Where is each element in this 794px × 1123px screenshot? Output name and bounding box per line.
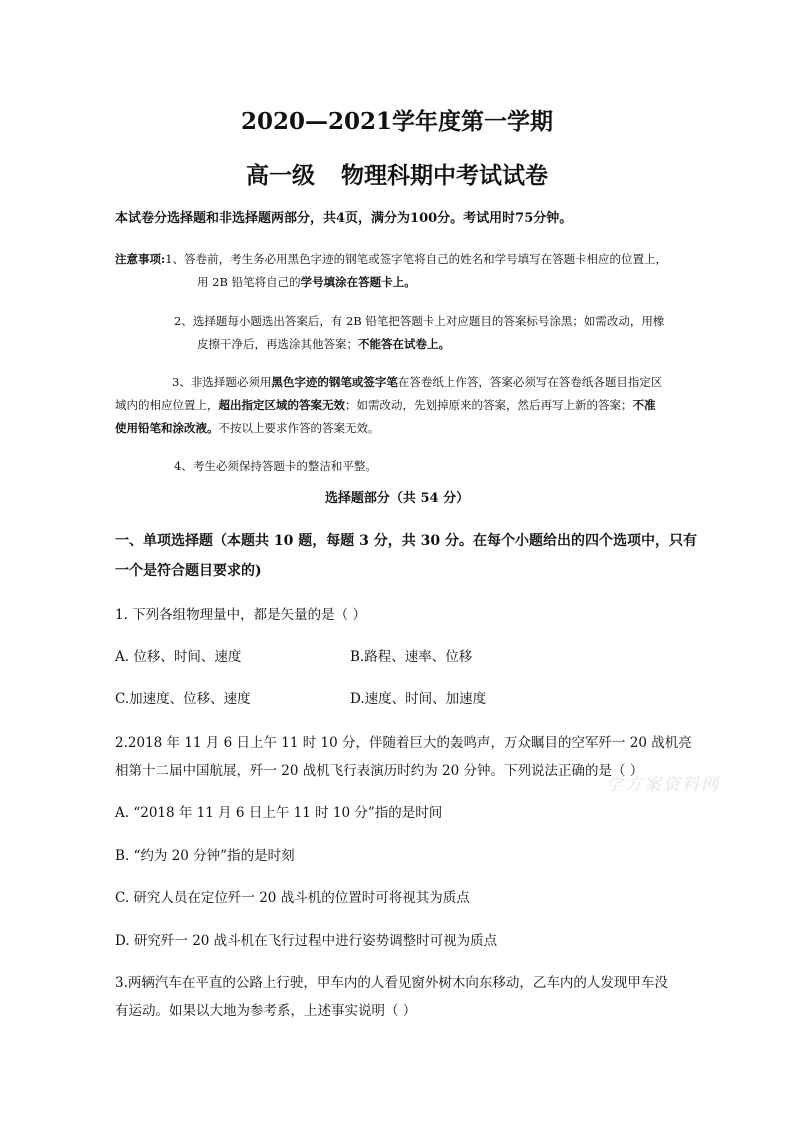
part-1-heading-line-2: 一个是符合题目要求的)	[115, 563, 262, 579]
question-2-option-c: C. 研究人员在定位歼一 20 战斗机的位置时可将视其为质点	[115, 890, 470, 906]
note-2-line-2: 皮擦干净后，再选涂其他答案；不能答在试卷上。	[197, 337, 450, 351]
part-1-heading-line-1: 一、单项选择题（本题共 10 题，每题 3 分，共 30 分。在每个小题给出的四个选项中，只有	[115, 533, 697, 549]
subject-label: 物理科期中考试试卷	[341, 162, 548, 189]
note-1-line-2: 用 2B 铅笔将自己的学号填涂在答题卡上。	[197, 275, 416, 289]
question-1-option-a: A. 位移、时间、速度	[115, 649, 242, 665]
note-2-line-1: 2、选择题每小题选出答案后，有 2B 铅笔把答题卡上对应题目的答案标号涂黑；如需改动，用橡	[174, 314, 665, 328]
question-3-stem-line-2: 有运动。如果以大地为参考系，上述事实说明（ ）	[115, 1003, 417, 1019]
question-2-option-d: D. 研究歼一 20 战斗机在飞行过程中进行姿势调整时可视为质点	[115, 933, 498, 949]
watermark: 学方案资料网	[606, 775, 720, 795]
note-4: 4、考生必须保持答题卡的整洁和平整。	[174, 459, 377, 473]
note-3-line-3: 使用铅笔和涂改液。不按以上要求作答的答案无效。	[115, 421, 380, 435]
question-3-stem-line-1: 3.两辆汽车在平直的公路上行驶，甲车内的人看见窗外树木向东移动，乙车内的人发现甲车没	[115, 975, 668, 991]
question-1-option-b: B.路程、速率、位移	[350, 649, 473, 665]
question-1-option-c: C.加速度、位移、速度	[115, 691, 251, 707]
exam-intro: 本试卷分选择题和非选择题两部分，共4页，满分为100分。考试用时75分钟。	[115, 211, 573, 226]
question-1-option-d: D.速度、时间、加速度	[350, 691, 487, 707]
question-2-option-a: A. “2018 年 11 月 6 日上午 11 时 10 分”指的是时间	[115, 805, 443, 821]
note-1-line-1: 注意事项:1、答卷前，考生务必用黑色字迹的钢笔或签字笔将自己的姓名和学号填写在答题卡相应的位置上，	[115, 252, 668, 266]
question-2-stem-line-2: 相第十二届中国航展，歼一 20 战机飞行表演历时约为 20 分钟。下列说法正确的是（ ）	[115, 763, 644, 779]
exam-title-year: 2020—2021学年度第一学期	[240, 108, 554, 135]
note-3-line-1: 3、非选择题必须用黑色字迹的钢笔或签字笔在答卷纸上作答，答案必须写在答卷纸各题目指定区	[172, 375, 663, 389]
notes-label: 注意事项:	[115, 252, 166, 266]
note-3-line-2: 域内的相应位置上，超出指定区域的答案无效；如需改动，先划掉原来的答案，然后再写上新的答案；不准	[115, 398, 656, 412]
section-title: 选择题部分（共 54 分）	[324, 491, 470, 506]
grade-label: 高一级	[246, 162, 315, 189]
question-1-stem: 1. 下列各组物理量中，都是矢量的是（ ）	[115, 607, 366, 623]
question-2-option-b: B. “约为 20 分钟”指的是时刻	[115, 848, 295, 864]
question-2-stem-line-1: 2.2018 年 11 月 6 日上午 11 时 10 分，伴随着巨大的轰鸣声，万众瞩目的空军歼一 20 战机亮	[115, 735, 692, 751]
exam-title-subject	[0, 157, 794, 190]
